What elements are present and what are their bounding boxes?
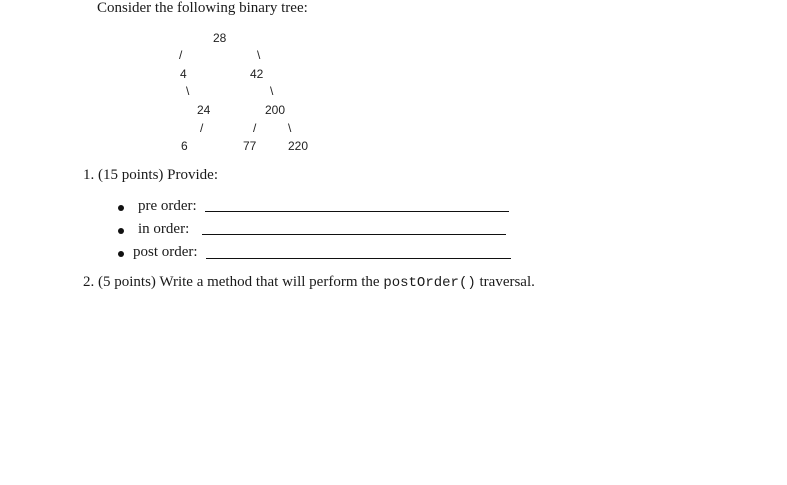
node-200: 200 [265,103,286,117]
question-2 [83,274,535,291]
edge-42-200: \ [270,84,274,98]
bullet-icon [118,251,124,257]
question-1-text: Provide: [167,167,219,183]
edge-28-42: \ [257,48,261,62]
question-2-text: Write a method that will perform the [159,274,380,290]
bullet-icon [118,205,124,211]
inorder-answer-line[interactable] [202,234,506,235]
node-28: 28 [213,31,227,45]
intro-text: Consider the following binary tree: [97,0,308,16]
question-1-points: (15 points) [98,167,164,183]
inorder-label: in order: [138,221,190,237]
bullet-icon [118,228,124,234]
preorder-label: pre order: [138,198,197,214]
postorder-label: post order: [133,244,198,260]
edge-200-220: \ [288,121,292,135]
node-6: 6 [181,139,188,153]
question-1 [83,167,218,184]
node-42: 42 [250,67,264,81]
question-2-points: (5 points) [98,274,156,290]
node-220: 220 [288,139,309,153]
postorder-answer-line[interactable] [206,258,511,259]
edge-200-77: / [253,121,257,135]
node-4: 4 [180,67,187,81]
question-2-number: 2. [83,274,95,290]
node-77: 77 [243,139,257,153]
edge-28-4: / [179,48,183,62]
edge-4-24: \ [186,84,190,98]
question-2-text-after: traversal. [479,274,535,290]
question-2-code: postOrder() [383,275,476,291]
preorder-answer-line[interactable] [205,211,509,212]
node-24: 24 [197,103,211,117]
question-1-number: 1. [83,167,95,183]
edge-24-6: / [200,121,204,135]
